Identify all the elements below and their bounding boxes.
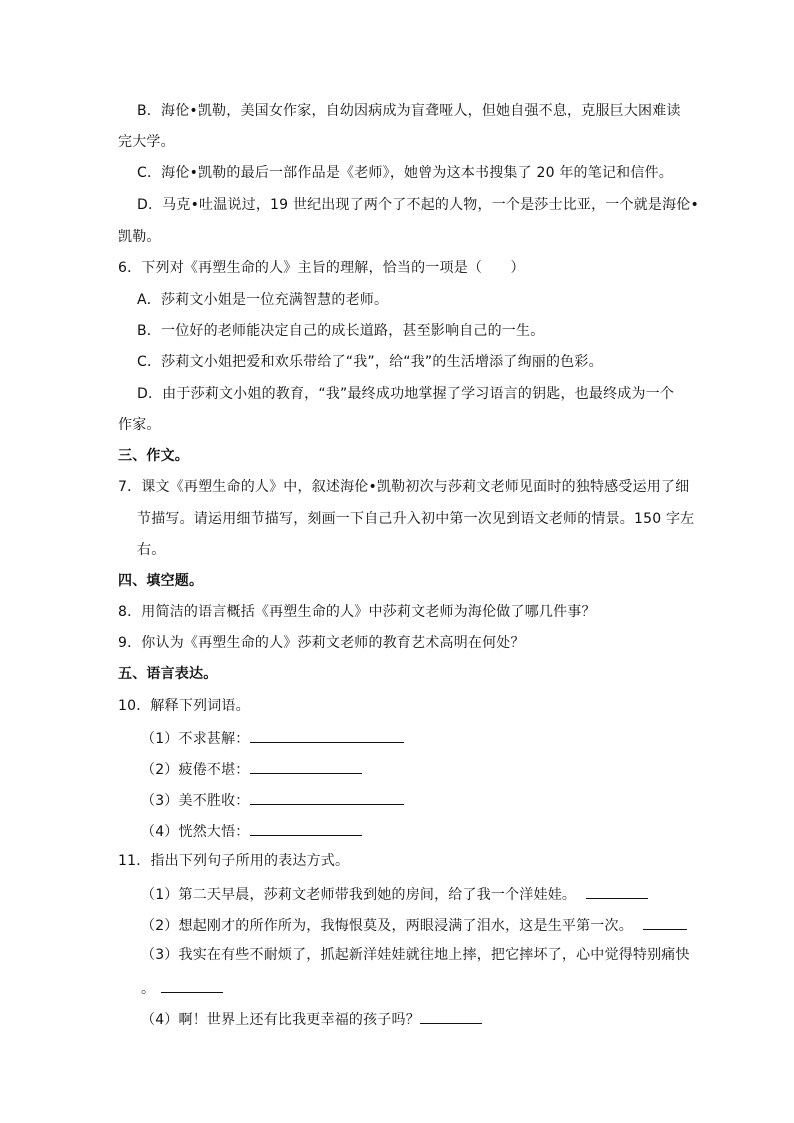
section-heading-composition: 三、作文。 <box>118 448 189 464</box>
answer-blank[interactable] <box>420 1009 482 1024</box>
option-6d-line1: D．由于莎莉文小姐的教育，“我”最终成功地掌握了学习语言的钥匙，也最终成为一个 <box>137 386 675 402</box>
question-9: 9．你认为《再塑生命的人》莎莉文老师的教育艺术高明在何处？ <box>118 635 525 651</box>
question-8: 8．用简洁的语言概括《再塑生命的人》中莎莉文老师为海伦做了哪几件事？ <box>118 604 596 620</box>
question-10: 10．解释下列词语。 <box>118 698 250 714</box>
question-7-line2: 节描写。请运用细节描写，刻画一下自己升入初中第一次见到语文老师的情景。150 字左 <box>137 511 695 527</box>
question-10-item-2 <box>141 759 362 779</box>
question-7-line1: 7．课文《再塑生命的人》中，叙述海伦•凯勒初次与莎莉文老师见面时的独特感受运用了细 <box>118 479 690 495</box>
item-text: （4）啊！世界上还有比我更幸福的孩子吗？ <box>141 1012 420 1028</box>
item-label: （4）恍然大悟： <box>141 824 250 840</box>
question-6: 6．下列对《再塑生命的人》主旨的理解，恰当的一项是（ ） <box>118 260 525 276</box>
question-11: 11．指出下列句子所用的表达方式。 <box>118 853 350 869</box>
option-5d-line1: D．马克•吐温说过，19 世纪出现了两个了不起的人物，一个是莎士比亚，一个就是海伦• <box>137 197 699 213</box>
answer-blank[interactable] <box>643 915 687 930</box>
answer-blank[interactable] <box>250 790 404 805</box>
section-heading-fill-in: 四、填空题。 <box>118 573 204 589</box>
option-6b: B．一位好的老师能决定自己的成长道路，甚至影响自己的一生。 <box>137 323 545 339</box>
question-11-item-1 <box>141 884 648 904</box>
answer-blank[interactable] <box>250 821 362 836</box>
item-text: 。 <box>141 981 156 997</box>
item-text: （1）第二天早晨，莎莉文老师带我到她的房间，给了我一个洋娃娃。 <box>141 887 577 903</box>
question-11-item-4 <box>141 1009 482 1029</box>
option-5c: C．海伦•凯勒的最后一部作品是《老师》，她曾为这本书搜集了 20 年的笔记和信件。 <box>137 165 673 181</box>
answer-blank[interactable] <box>250 759 362 774</box>
question-11-item-3-line1: （3）我实在有些不耐烦了，抓起新洋娃娃就往地上摔，把它摔坏了，心中觉得特别痛快 <box>141 947 690 963</box>
option-6d-line2: 作家。 <box>118 417 161 433</box>
question-11-item-2 <box>141 915 687 935</box>
answer-blank[interactable] <box>250 728 404 743</box>
question-10-item-4 <box>141 821 362 841</box>
option-6a: A．莎莉文小姐是一位充满智慧的老师。 <box>137 292 389 308</box>
item-label: （1）不求甚解： <box>141 731 250 747</box>
question-10-item-1 <box>141 728 404 748</box>
item-text: （2）想起刚才的所作所为，我悔恨莫及，两眼浸满了泪水，这是生平第一次。 <box>141 918 633 934</box>
item-label: （2）疲倦不堪： <box>141 762 250 778</box>
answer-blank[interactable] <box>161 978 223 993</box>
question-7-line3: 右。 <box>137 542 166 558</box>
item-label: （3）美不胜收： <box>141 793 250 809</box>
question-11-item-3-line2 <box>141 978 223 998</box>
option-5b-line1: B．海伦•凯勒，美国女作家，自幼因病成为盲聋哑人，但她自强不息，克服巨大困难读 <box>137 103 681 119</box>
option-6c: C．莎莉文小姐把爱和欢乐带给了“我”，给“我”的生活增添了绚丽的色彩。 <box>137 354 603 370</box>
section-heading-expression: 五、语言表达。 <box>118 666 218 682</box>
question-10-item-3 <box>141 790 404 810</box>
option-5d-line2: 凯勒。 <box>118 229 161 245</box>
option-5b-line2: 完大学。 <box>118 134 175 150</box>
answer-blank[interactable] <box>586 884 648 899</box>
